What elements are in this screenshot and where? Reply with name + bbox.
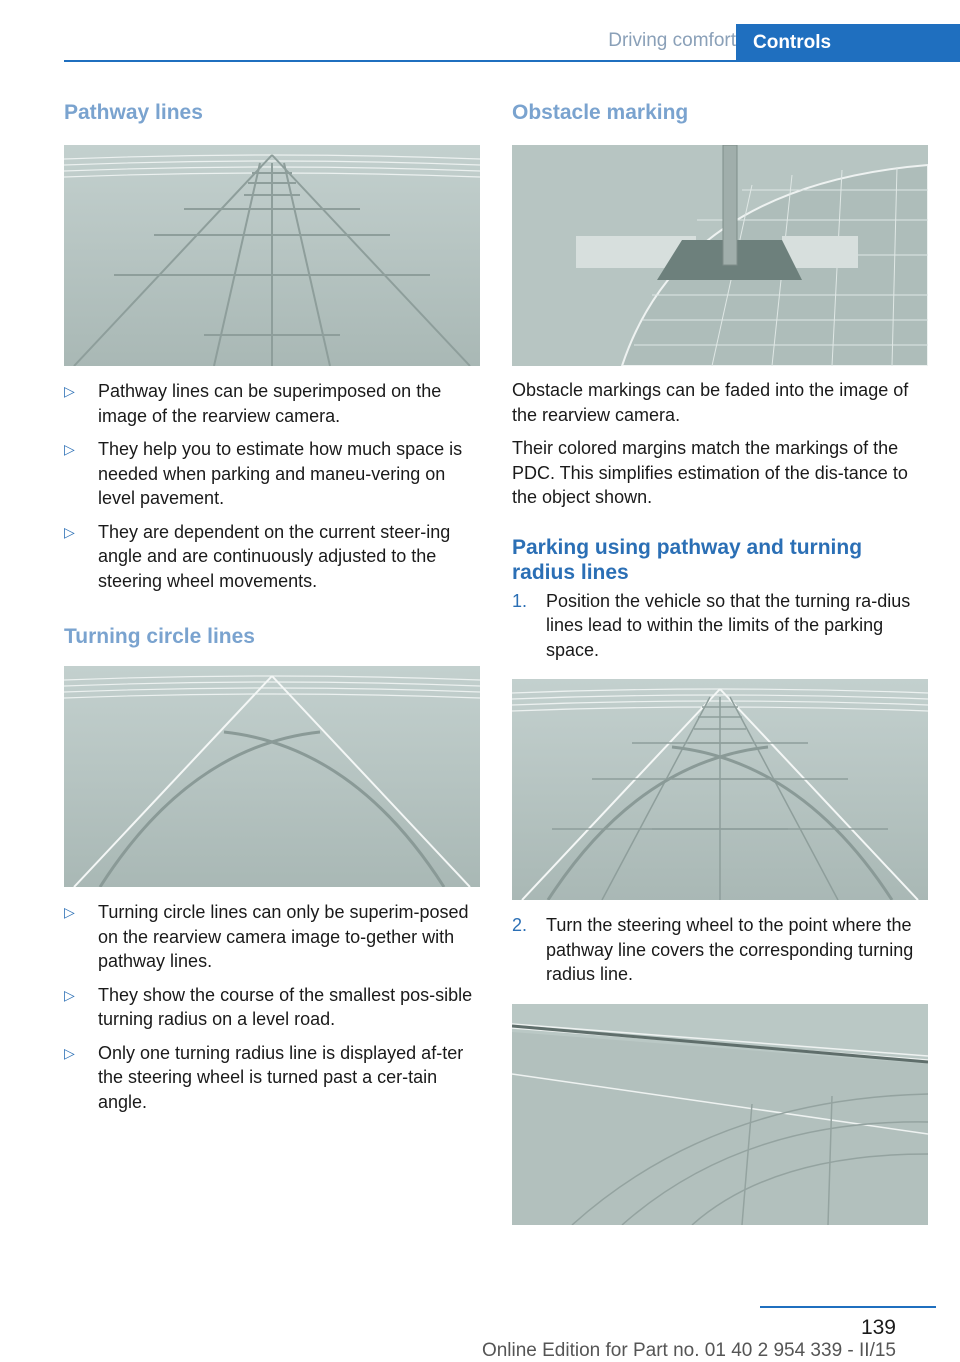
left-column [64,100,480,1114]
list-item: ▷ They are dependent on the current steer-ing angle and are continuously adjusted to the steering wheel movements. [64,521,451,591]
page-header [64,24,960,62]
parking-steps-list [512,589,928,663]
pathway-and-turning-lines-figure [512,679,928,900]
list-item [512,913,928,987]
triangle-bullet-icon: ▷ [64,523,75,540]
triangle-bullet-icon: ▷ [64,986,75,1003]
obstacle-marking-heading: Obstacle marking [512,101,689,124]
pathway-lines-figure [64,145,480,366]
turning-circle-lines-bullet-list [64,900,480,1114]
page-number: 139 [860,1316,896,1339]
list-item: ▷ Turning circle lines can only be superim-posed on the rearview camera image to-gether with pathway lines. [64,902,469,971]
turning-circle-lines-heading: Turning circle lines [64,625,255,648]
header-chapter-tab: Controls [736,24,960,62]
header-rule [64,60,736,62]
step-text: Turn the steering wheel to the point where the pathway line covers the corresponding turning radius line. [546,915,914,984]
list-item: ▷ Only one turning radius line is displayed af-ter the steering wheel is turned past a cer-tain angle. [64,1042,464,1112]
list-item: ▷ They show the course of the smallest pos-sible turning radius on a level road. [64,984,473,1029]
triangle-bullet-icon: ▷ [64,904,75,920]
list-item: ▷ Pathway lines can be superimposed on the image of the rearview camera. [64,381,442,426]
obstacle-marking-figure [512,145,928,366]
list-item [512,589,928,663]
step-number: 2. [512,915,528,935]
parking-heading: Parking using pathway and turning radius lines [512,535,863,584]
triangle-bullet-icon: ▷ [64,1044,75,1061]
footer-rule [760,1306,936,1308]
triangle-bullet-icon: ▷ [64,383,75,399]
obstacle-marking-text-1: Obstacle markings can be faded into the image of the rearview camera. [512,380,909,425]
parking-steps-list-continued [512,913,928,987]
right-column [512,100,928,1225]
pathway-covers-turning-line-figure [512,1004,928,1225]
triangle-bullet-icon: ▷ [64,441,75,457]
list-item: ▷ They help you to estimate how much space is needed when parking and maneu-vering on level pavement. [64,439,463,508]
header-section-title: Driving comfort [608,30,736,51]
edition-text: Online Edition for Part no. 01 40 2 954 339 - II/15 [481,1340,896,1361]
turning-circle-lines-figure [64,666,480,887]
step-number: 1. [512,590,528,611]
pathway-lines-bullet-list [64,379,480,593]
step-text: Position the vehicle so that the turning ra-dius lines lead to within the limits of the parking space. [546,590,911,660]
pathway-lines-heading: Pathway lines [64,101,203,124]
obstacle-marking-text-2: Their colored margins match the markings of the PDC. This simplifies estimation of the dis-tance to the object shown. [512,438,908,507]
